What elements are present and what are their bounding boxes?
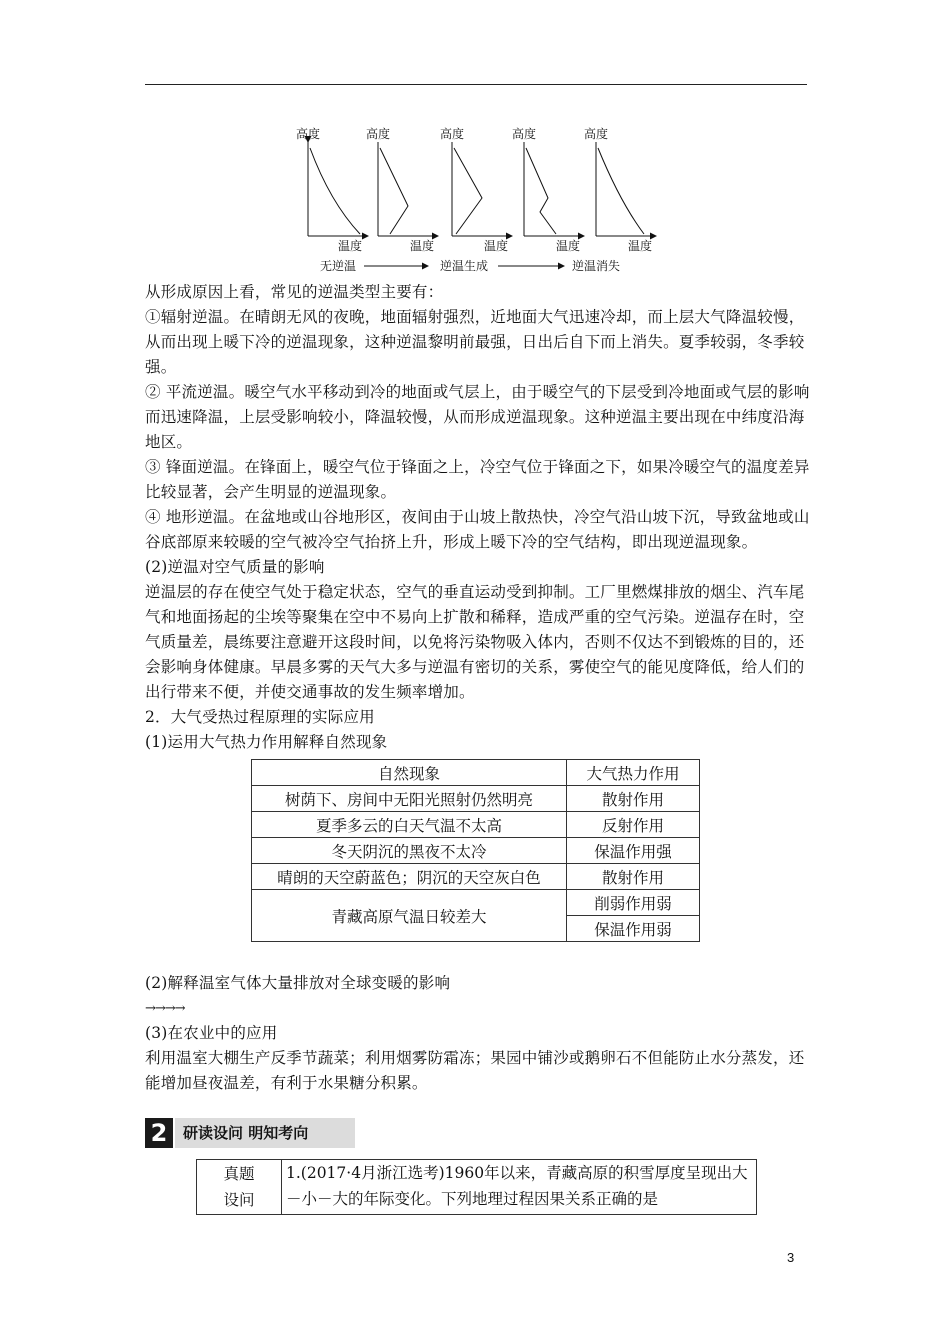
paragraph: 从形成原因上看，常见的逆温类型主要有： bbox=[145, 283, 444, 301]
table-cell: 晴朗的天空蔚蓝色；阴沉的天空灰白色 bbox=[252, 864, 567, 890]
paragraph-air-quality: 逆温层的存在使空气处于稳定状态，空气的垂直运动受到抑制。工厂里燃煤排放的烟尘、汽车尾气和地面扬起的尘埃等聚集在空中不易向上扩散和稀释，造成严重的空气污染。逆温存在时，空气质量差，晨练要注意避开这段时间，以免将污染物吸入体内，否则不仅达不到锻炼的目的，还会影响身体健康。早晨多雾的天气大多与逆温有密切的关系，雾使空气的能见度降低，给人们的出行带来不便，并使交通事故的发生频率增加。 bbox=[145, 583, 805, 701]
flow-label-dissipated: 逆温消失 bbox=[572, 259, 621, 273]
y-label: 高度 bbox=[584, 127, 609, 141]
table-cell: 冬天阴沉的黑夜不太冷 bbox=[252, 838, 567, 864]
x-label: 温度 bbox=[410, 239, 435, 253]
section-title: 研读设问 明知考向 bbox=[175, 1118, 355, 1148]
subheading-air-quality: (2)逆温对空气质量的影响 bbox=[145, 558, 325, 576]
table-header-row bbox=[252, 760, 700, 786]
body-text bbox=[145, 280, 815, 755]
y-label: 高度 bbox=[296, 127, 321, 141]
phenomena-table bbox=[251, 759, 700, 942]
table-cell: 反射作用 bbox=[567, 812, 700, 838]
table-cell: 散射作用 bbox=[567, 786, 700, 812]
question-label-line1: 真题 bbox=[223, 1165, 255, 1183]
panel-no-inversion bbox=[296, 126, 368, 253]
x-label: 温度 bbox=[484, 239, 509, 253]
heading-application: 2．大气受热过程原理的实际应用 bbox=[145, 708, 375, 726]
table-cell: 青藏高原气温日较差大 bbox=[252, 890, 567, 942]
table-cell: 削弱作用弱 bbox=[567, 890, 700, 916]
table-cell: 保温作用弱 bbox=[567, 916, 700, 942]
arrow-chain: →→→→ bbox=[145, 1001, 185, 1016]
table-cell: 散射作用 bbox=[567, 864, 700, 890]
table-row bbox=[252, 838, 700, 864]
section-number: 2 bbox=[145, 1118, 173, 1148]
agriculture-text: 利用温室大棚生产反季节蔬菜；利用烟雾防霜冻；果园中铺沙或鹅卵石不但能防止水分蒸发，还能增加昼夜温差，有利于水果糖分积累。 bbox=[145, 1049, 805, 1092]
page-number: 3 bbox=[787, 1250, 795, 1265]
panel-inversion-dissipating-1 bbox=[512, 126, 584, 253]
y-label: 高度 bbox=[440, 127, 465, 141]
y-label: 高度 bbox=[512, 127, 537, 141]
subheading-natural-phenomena: (1)运用大气热力作用解释自然现象 bbox=[145, 733, 388, 751]
panel-inversion-dissipated bbox=[584, 126, 656, 253]
table-header: 自然现象 bbox=[252, 760, 567, 786]
panel-inversion-forming-2 bbox=[440, 126, 512, 253]
paragraph-advection-inversion: ② 平流逆温。暖空气水平移动到冷的地面或气层上，由于暖空气的下层受到冷地面或气层的影响而迅速降温，上层受影响较小，降温较慢，从而形成逆温现象。这种逆温主要出现在中纬度沿海地区。 bbox=[145, 383, 810, 451]
paragraph-radiation-inversion: ①辐射逆温。在晴朗无风的夜晚，地面辐射强烈，近地面大气迅速冷却，而上层大气降温较慢，从而出现上暖下冷的逆温现象，这种逆温黎明前最强，日出后自下而上消失。夏季较弱，冬季较强。 bbox=[145, 308, 805, 376]
after-table-item2: (2)解释温室气体大量排放对全球变暖的影响 bbox=[145, 974, 451, 992]
table-row bbox=[252, 812, 700, 838]
flow-label-forming: 逆温生成 bbox=[440, 259, 489, 273]
table-cell: 树荫下、房间中无阳光照射仍然明亮 bbox=[252, 786, 567, 812]
table-cell: 保温作用强 bbox=[567, 838, 700, 864]
question-label bbox=[197, 1160, 282, 1215]
y-label: 高度 bbox=[366, 127, 391, 141]
after-table-item3: (3)在农业中的应用 bbox=[145, 1024, 278, 1042]
x-label: 温度 bbox=[628, 239, 653, 253]
table-row bbox=[252, 786, 700, 812]
flow-label-no-inversion: 无逆温 bbox=[320, 259, 357, 273]
section-banner bbox=[145, 1118, 355, 1148]
paragraph-frontal-inversion: ③ 锋面逆温。在锋面上，暖空气位于锋面之上，冷空气位于锋面之下，如果冷暖空气的温度差异比较显著，会产生明显的逆温现象。 bbox=[145, 458, 810, 501]
question-label-line2: 设问 bbox=[223, 1191, 255, 1209]
inversion-diagram bbox=[280, 122, 690, 280]
table-header: 大气热力作用 bbox=[567, 760, 700, 786]
question-table bbox=[196, 1159, 757, 1215]
table-cell: 夏季多云的白天气温不太高 bbox=[252, 812, 567, 838]
panel-inversion-forming-1 bbox=[366, 126, 438, 253]
paragraph-terrain-inversion: ④ 地形逆温。在盆地或山谷地形区，夜间由于山坡上散热快，冷空气沿山坡下沉，导致盆地或山谷底部原来较暖的空气被冷空气抬挤上升，形成上暖下冷的空气结构，即出现逆温现象。 bbox=[145, 508, 810, 551]
x-label: 温度 bbox=[556, 239, 581, 253]
header-rule bbox=[145, 84, 807, 85]
table-row bbox=[252, 890, 700, 916]
x-label: 温度 bbox=[338, 239, 363, 253]
question-text: 1.(2017·4月浙江选考)1960年以来，青藏高原的积雪厚度呈现出大－小－大的年际变化。下列地理过程因果关系正确的是 bbox=[282, 1160, 757, 1215]
table-row bbox=[252, 864, 700, 890]
